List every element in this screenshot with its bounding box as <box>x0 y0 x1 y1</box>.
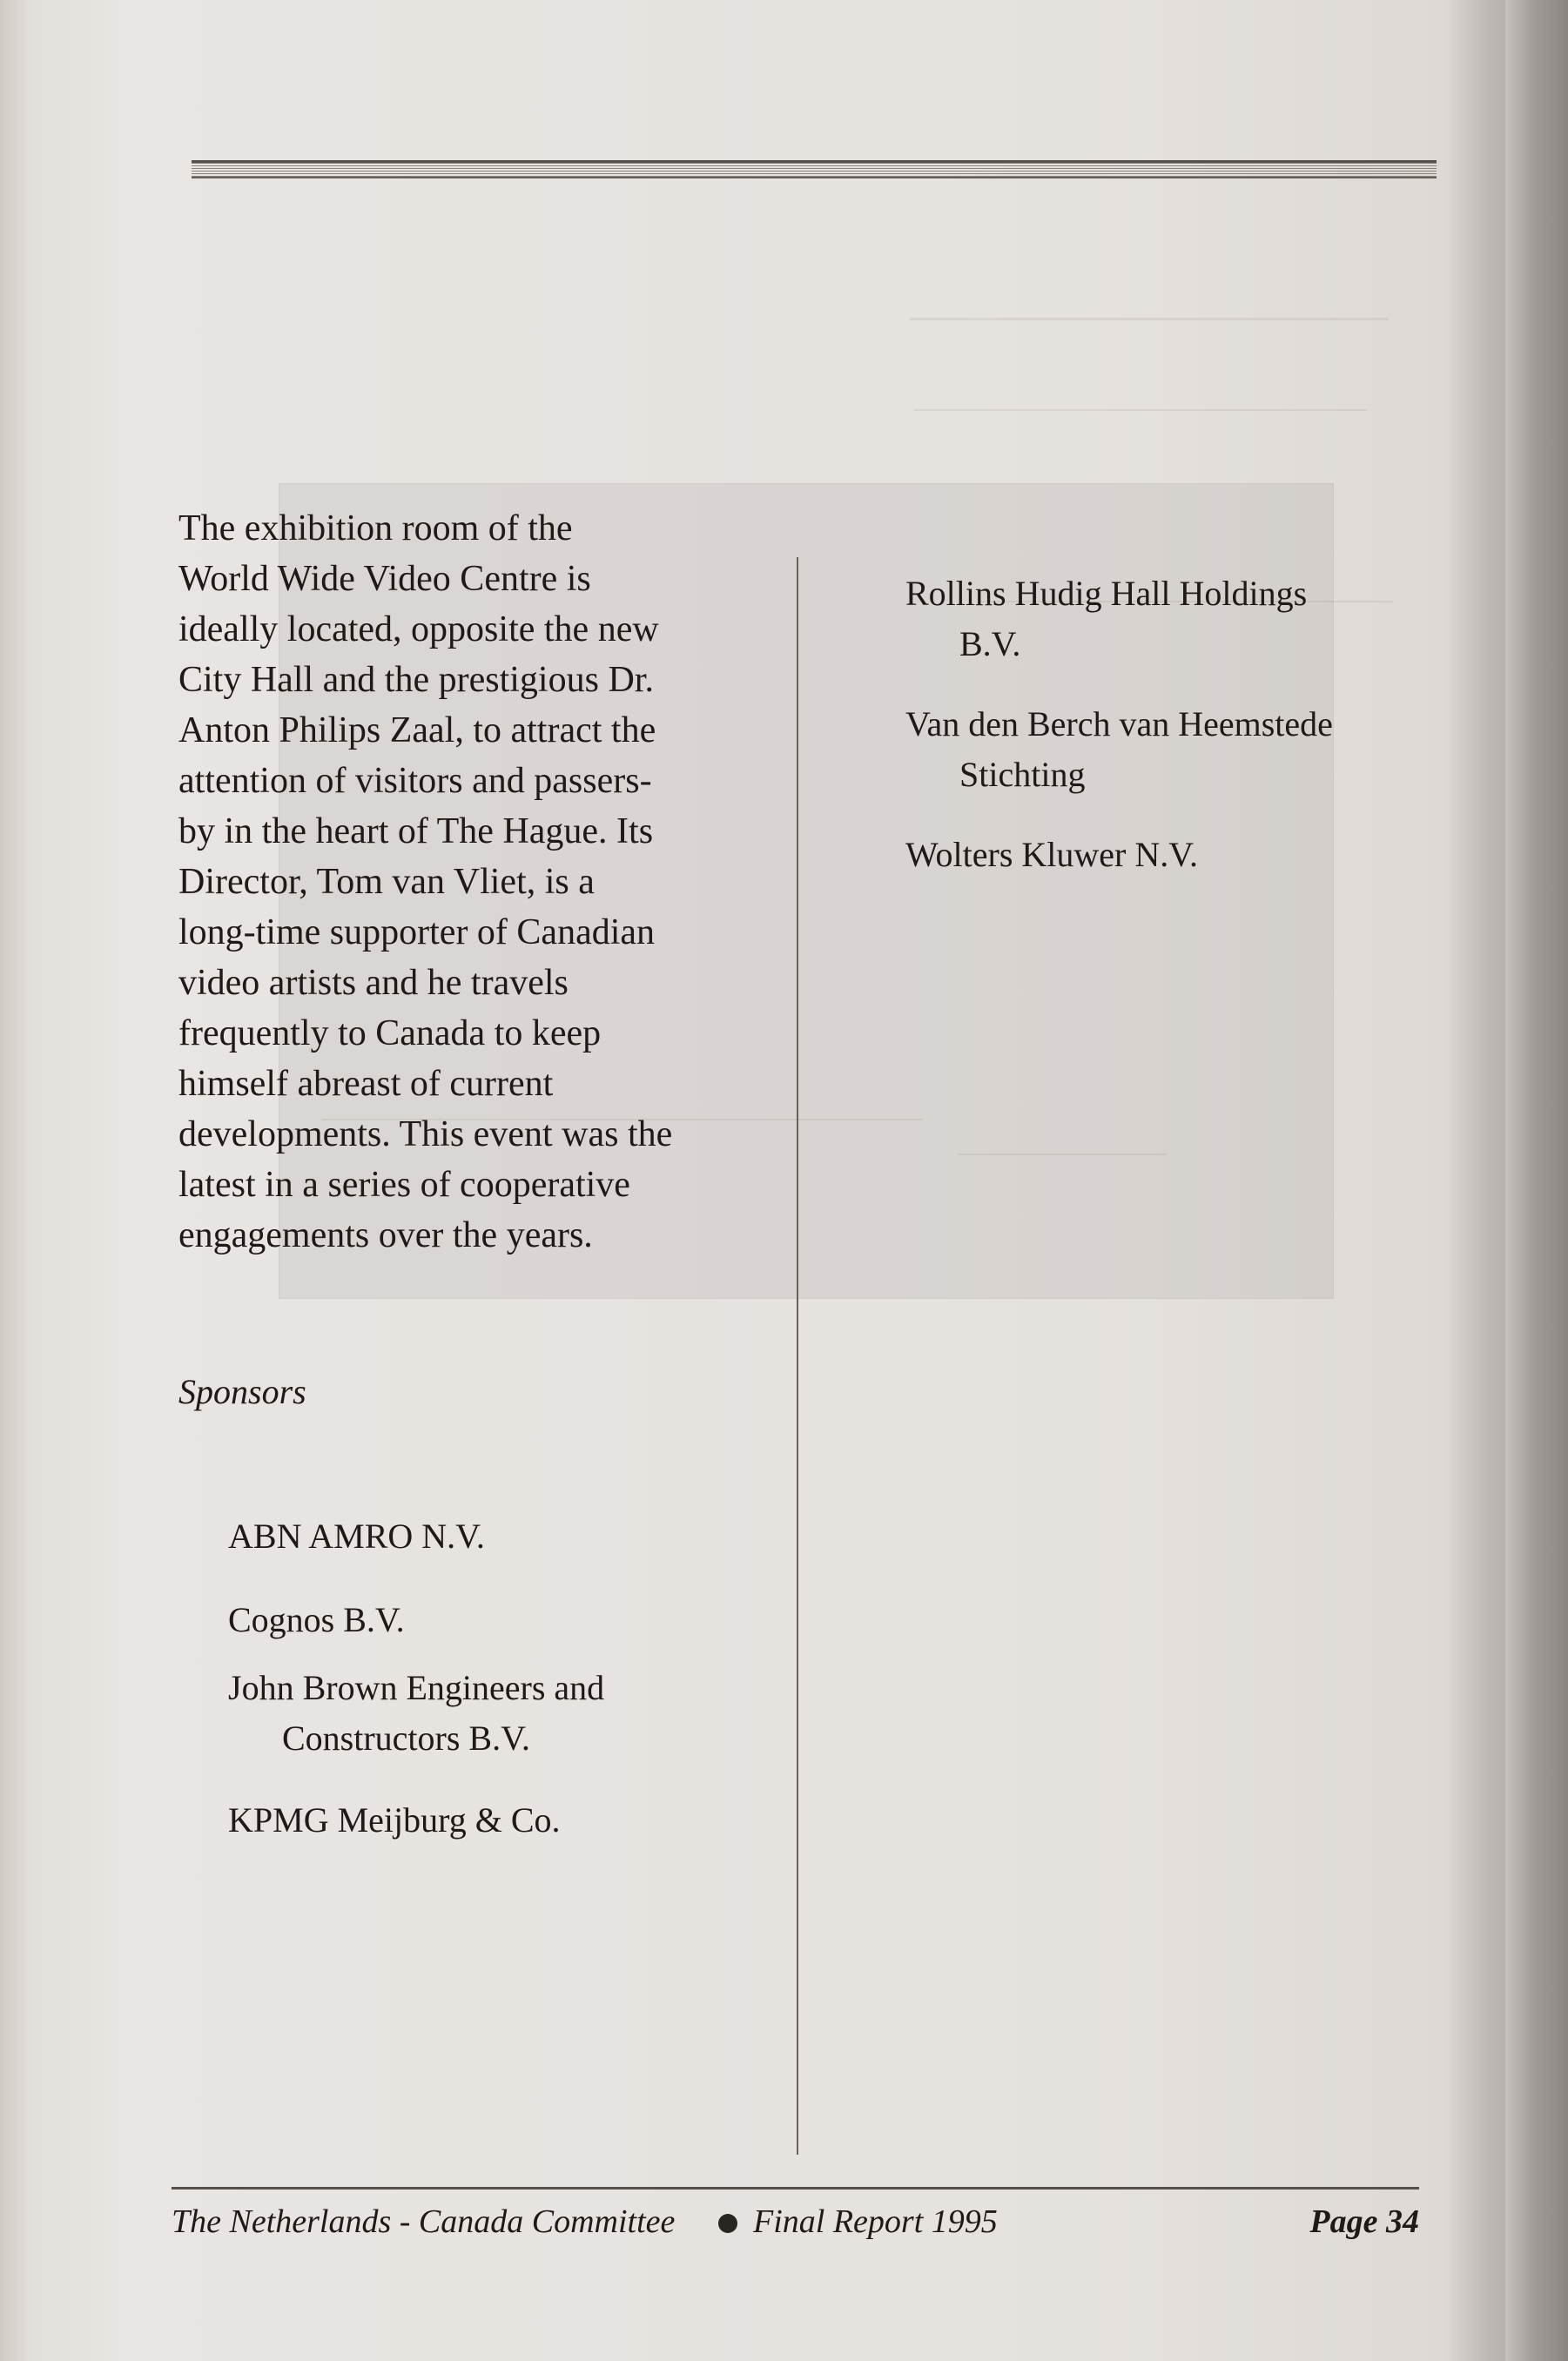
right-sponsor-name: Rollins Hudig Hall Holdings <box>905 574 1308 613</box>
column-divider <box>797 557 798 2155</box>
page-number: Page 34 <box>1309 2203 1419 2240</box>
sponsor-item-4 <box>228 1795 785 1846</box>
sponsor-name-continuation: Constructors B.V. <box>282 1719 530 1758</box>
show-through-rule-2 <box>914 409 1367 411</box>
top-rule <box>192 160 1437 178</box>
right-sponsor-item-1 <box>905 568 1445 669</box>
show-through-rule-5 <box>958 1154 1167 1155</box>
sponsor-name: Cognos B.V. <box>228 1600 405 1639</box>
main-paragraph: The exhibition room of the World Wide Video Centre is ideally located, opposite the new City Hall and the prestigious Dr. Anton Philips Zaal, to attract the attention of visitors and passers- by in the heart of The Hague. Its Director, Tom van Vliet, is a long-time supporter of Canadian video artists and he travels frequently to Canada to keep himself abreast of current developments. This event was the latest in a series of cooperative engagements over the years. <box>178 508 673 1255</box>
sponsors-heading: Sponsors <box>178 1372 306 1411</box>
right-sponsor-item-3 <box>905 830 1445 880</box>
footer-rule <box>172 2187 1419 2189</box>
sponsor-item-2 <box>228 1595 785 1645</box>
right-sponsor-continuation: Stichting <box>959 755 1086 794</box>
footer-committee-text: The Netherlands - Canada Committee <box>172 2203 676 2240</box>
show-through-rule-1 <box>910 318 1389 320</box>
sponsor-item-3 <box>228 1663 785 1764</box>
right-sponsor-name: Wolters Kluwer N.V. <box>905 835 1198 874</box>
sponsor-name: KPMG Meijburg & Co. <box>228 1800 561 1840</box>
right-sponsor-continuation: B.V. <box>959 624 1021 663</box>
sponsor-name: John Brown Engineers and <box>228 1668 605 1707</box>
right-sponsor-item-2 <box>905 699 1445 800</box>
right-sponsor-name: Van den Berch van Heemstede <box>905 704 1333 743</box>
bullet-dot-icon <box>718 2214 737 2233</box>
right-column-sponsors <box>905 568 1445 910</box>
footer-report-text: Final Report 1995 <box>753 2203 998 2240</box>
sponsor-item-1 <box>228 1511 785 1562</box>
page-edge <box>1505 0 1568 2361</box>
sponsors-list <box>228 1511 785 1879</box>
sponsor-name: ABN AMRO N.V. <box>228 1517 485 1556</box>
page-footer <box>172 2203 1419 2255</box>
